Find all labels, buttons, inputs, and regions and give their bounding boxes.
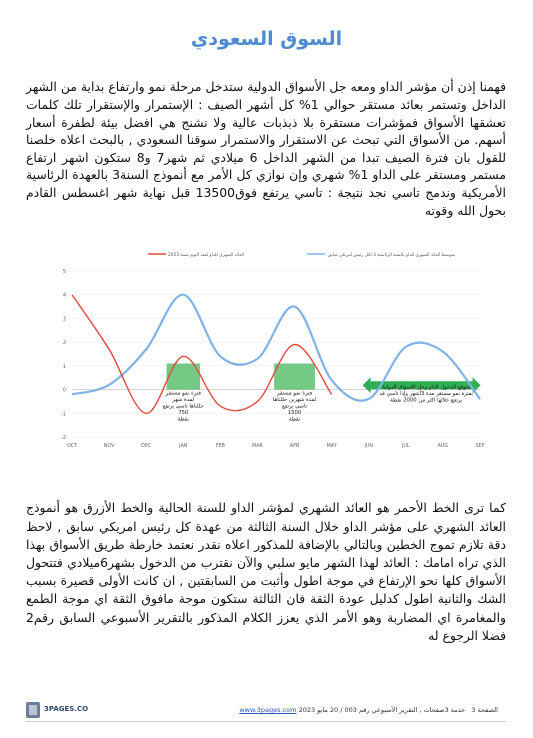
chart-background	[32, 245, 504, 463]
annotation-line: يرتفع خلالها اكثر من 2000 نقطة	[390, 397, 463, 404]
x-tick-label: FEB	[215, 444, 225, 449]
annotation-line: لمدة شهر	[172, 396, 195, 403]
annotation-text	[379, 383, 473, 403]
x-tick-label: SEP	[475, 444, 485, 449]
annotation-line: بفترة نمو مستقر مدة 3أشهر وإذا تاسي قد	[379, 390, 473, 397]
website-link[interactable]: www.3pages.com	[239, 706, 297, 714]
y-tick-label: -2	[61, 435, 66, 441]
page-footer	[26, 700, 506, 724]
x-tick-label: JAN	[179, 444, 188, 449]
x-tick-label: MAY	[326, 444, 337, 449]
logo-text: 3PAGES.CO	[44, 705, 89, 713]
growth-window-fill	[274, 363, 315, 389]
x-tick-label: OCT	[66, 444, 78, 449]
analysis-paragraph: كما ترى الخط الأحمر هو العائد الشهري لمؤشر الداو للسنة الحالية والخط الأزرق هو أنموذج العائد الشهري على مؤشر الداو خلال السنة الثالثة من عهدة كل رئيس امريكي سابق , لاحظ دقة تلازم تموج الخطين وبالتالي بالإضافة للمذكور اعلاه نقدر نعتمد خارطة طريق الأسواق بهذا الذي تراه امامك : العائد لهذا الشهر مايو سلبي والآن نقترب من الدخول بشهر6ميلادي فتتحول الأسواق كلها نحو الإرتفاع في موجة اطول وأثبت من السابقتين , ان كانت الأولى قصيرة بسبب الشك والثانية اطول كدليل عودة الثقة فان الثالثة ستكون موجة مافوق الثقة اي موجة الطمع والمغامرة اي المضاربة وهو الأمر الذي يعزز الكلام المذكور بالتقرير الأسبوعي السابق رقم2 فضلا الرجوع له	[26, 500, 507, 643]
annotation-line: متوقع الدخول الداو وجل الأسواق الدولية	[382, 384, 471, 391]
x-tick-label: DEC	[141, 444, 152, 449]
growth-window-fill	[167, 363, 200, 389]
annotation-line: 1500	[287, 410, 302, 417]
logo-icon	[26, 702, 40, 718]
y-tick-label: 3	[62, 316, 66, 323]
annotation-line: فترة نمو مستقر	[165, 390, 201, 397]
x-tick-label: JUL	[402, 444, 410, 449]
dow-monthly-return-chart	[32, 245, 504, 463]
legend-label-red: العائد الشهري للداو لعقد اليوم بسنة 2023	[168, 253, 244, 258]
annotation-line: تاسي يرتفع	[282, 403, 308, 410]
y-tick-label: 4	[62, 292, 66, 299]
y-tick-label: -1	[61, 411, 66, 418]
page-title: السوق السعودي	[190, 28, 343, 50]
x-tick-label: MAR	[252, 444, 263, 449]
annotation-line: لمدة شهرين حللناها	[272, 396, 317, 403]
annotation-line: حللناها تاسي يرتفع	[162, 403, 204, 410]
footer-divider	[26, 721, 506, 722]
y-tick-label: 5	[62, 269, 66, 275]
annotation-line: نقطة	[177, 416, 189, 423]
footer-page-label: الصفحة 3	[471, 706, 498, 714]
x-tick-label: JUN	[364, 444, 373, 449]
x-tick-label: NOV	[103, 444, 115, 449]
intro-paragraph: فهمنا إذن أن مؤشر الداو ومعه جل الأسواق الدولية ستدخل مرحلة نمو وارتفاع بداية من الشهر الداخل وتستمر بعائد مستقر حوالي 1% كل أشهر الصيف : الإستمرار والإستقرار تلك كلمات تعشقها الأسواق فمؤشرات مستقرة بلا ذبذبات عالية ولا تشنج هي افضل بيئة لطفرة أسعار أسهم. من الأسواق التي تبحث عن الاستقرار والاستمرار سوقنا السعودي , بالبحث اعلاه خلصنا للقول بان فترة الصيف تبدا من الشهر الداخل 6 ميلادي ثم شهر7 و8 ستكون اشهر ارتفاع مستمر ومستقر على الداو 1% شهري وإن نوازي كل الأمر مع أنموذج السنة3 بالعهدة الرئاسية الأمريكية وندمج تاسي نجد نتيجة : تاسي يرتفع فوق13500 قبل نهاية شهر اغسطس القادم بحول الله وقوته	[26, 79, 507, 218]
footer-info	[239, 706, 498, 714]
y-tick-label: 2	[62, 340, 66, 347]
legend-label-blue: متوسط العائد الشهري للداو بالسنة الرئاسية 3 لكل رئيس امريكي سابق	[328, 253, 456, 258]
annotation-line: فترة نمو مستقر	[276, 390, 313, 397]
annotation-line: نقطة	[288, 416, 301, 423]
footer-report-info: خدمة 3صفحات , التقرير الأسبوعي رقم 003 / 20 مايو 2023	[298, 706, 466, 714]
y-tick-label: 0	[62, 387, 66, 394]
annotation-line: 750	[178, 410, 189, 417]
x-tick-label: APR	[289, 444, 300, 449]
y-tick-label: 1	[62, 363, 66, 370]
x-tick-label: AUG	[437, 444, 449, 449]
